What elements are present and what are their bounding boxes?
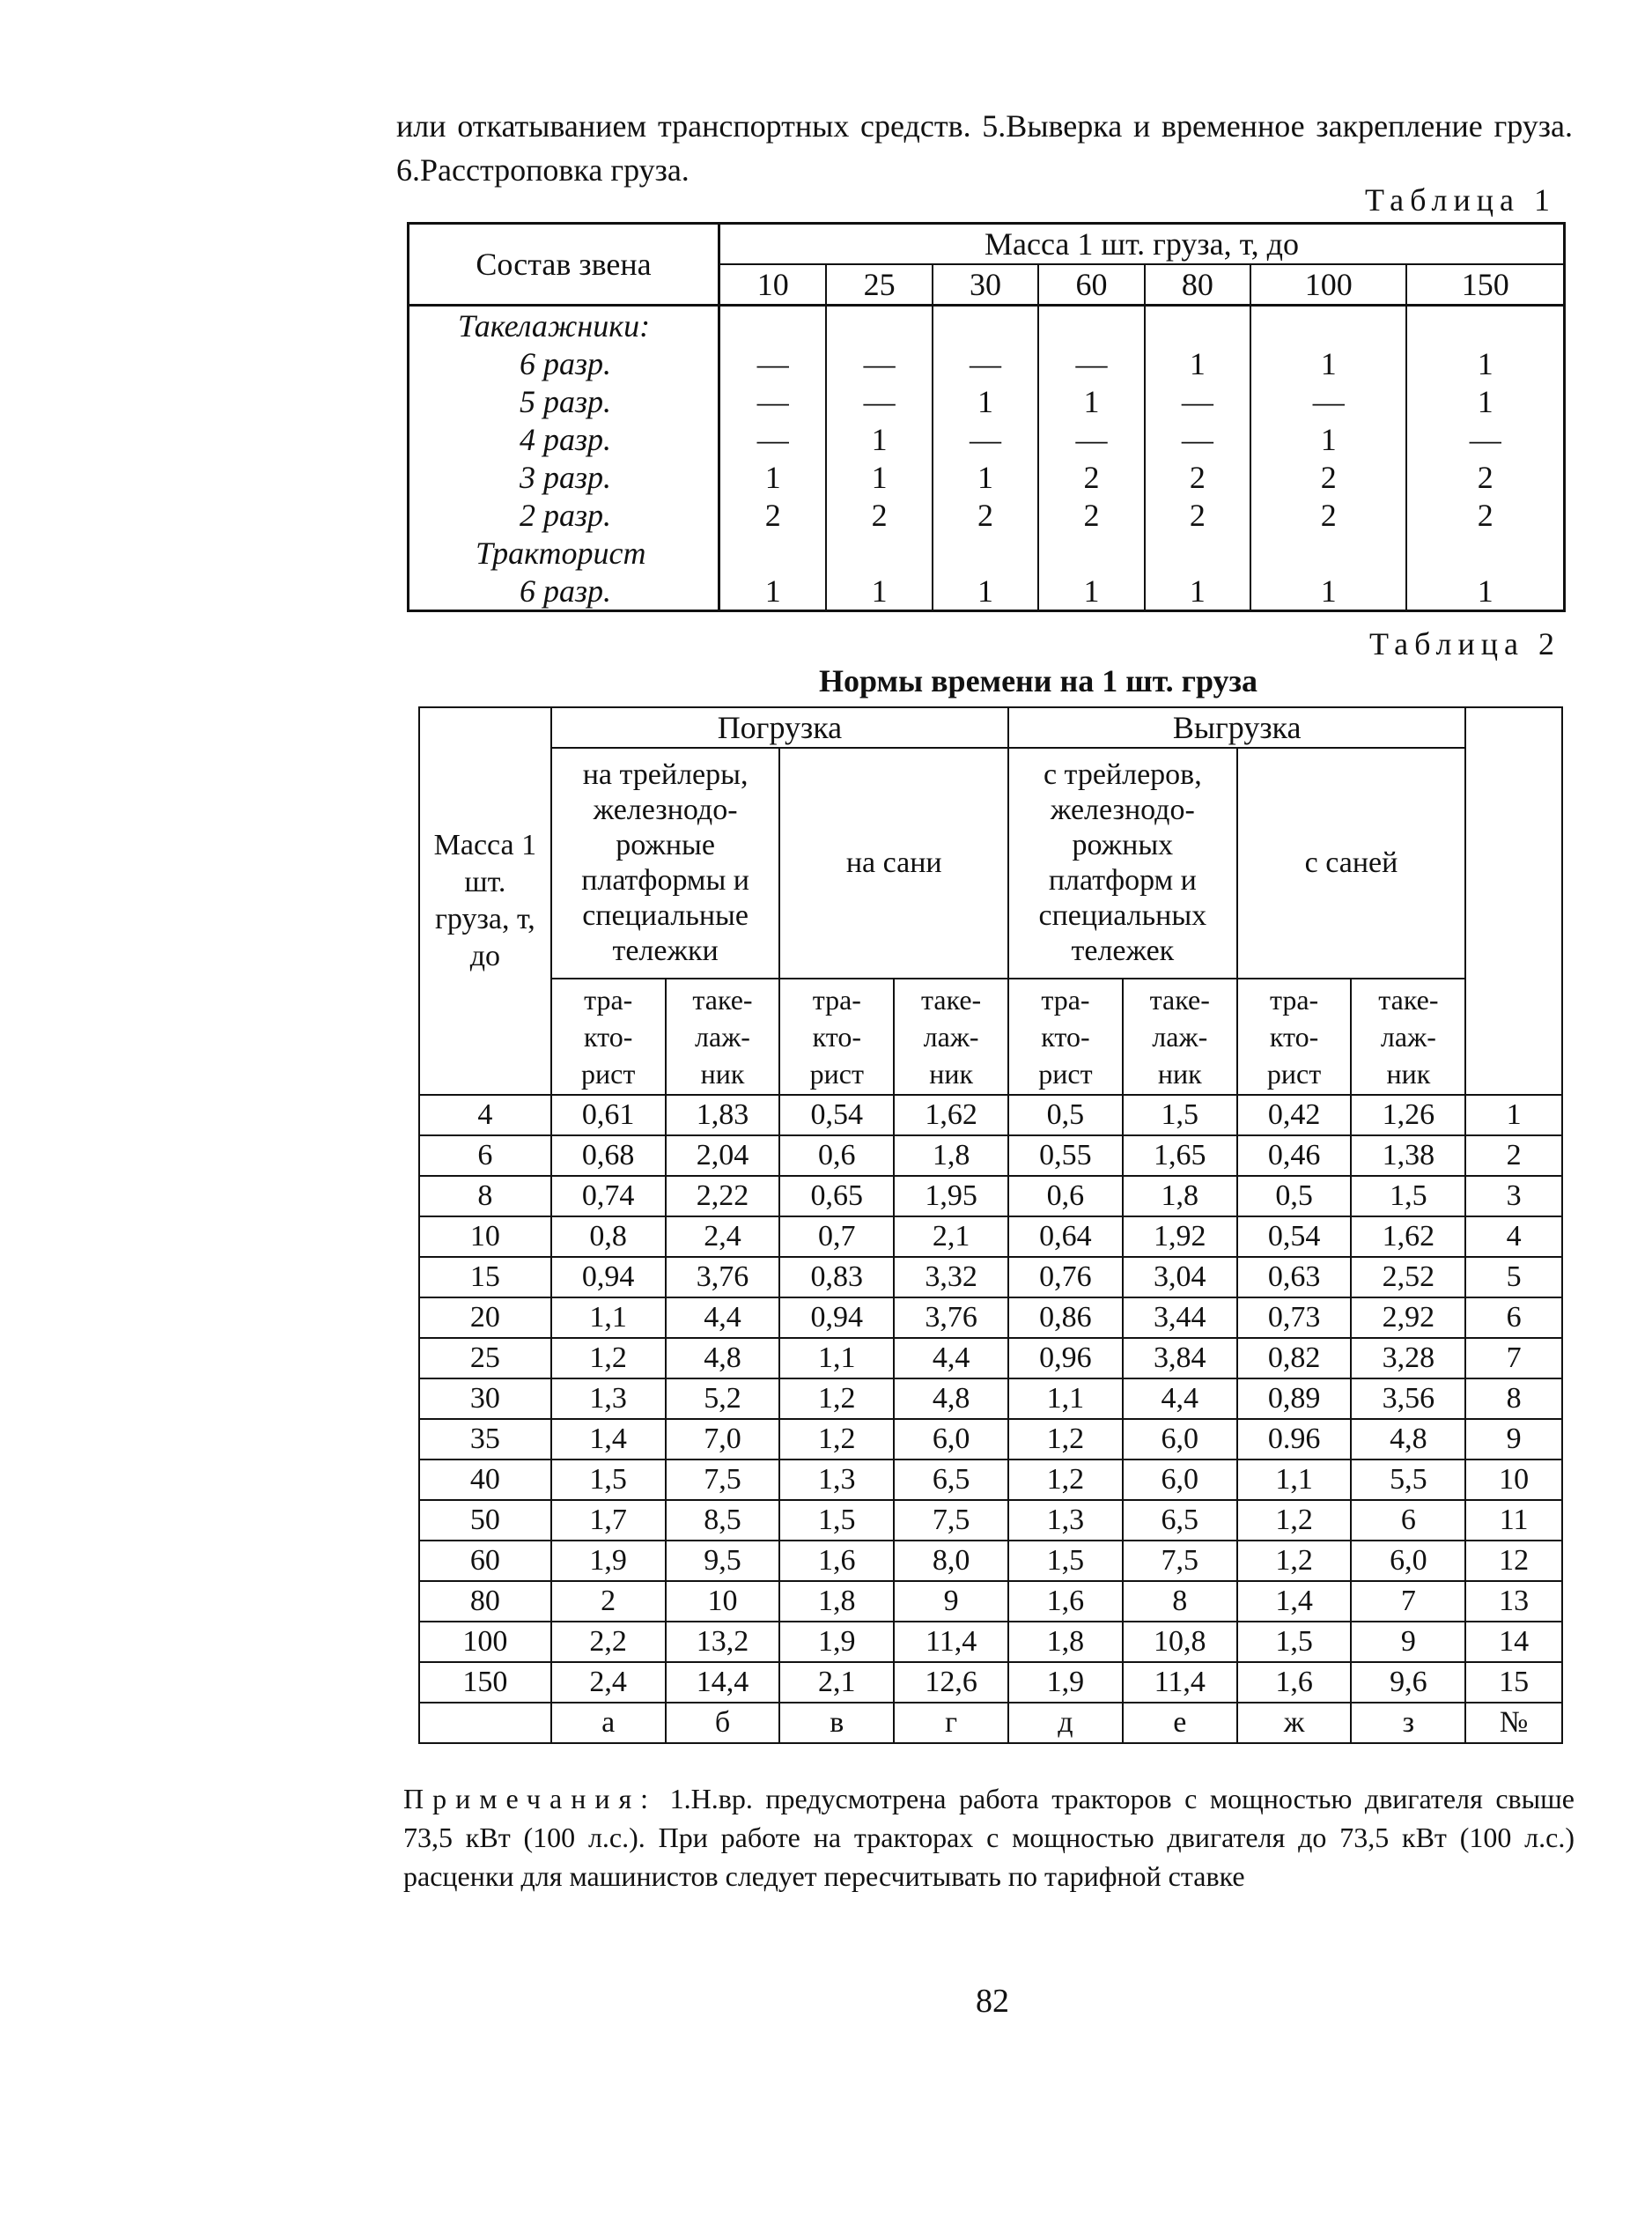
table-cell: 1,4 — [1237, 1581, 1352, 1622]
col-header-blank — [1465, 707, 1562, 1095]
column-letter-cell: в — [779, 1703, 894, 1743]
table-cell: 1,6 — [1008, 1581, 1123, 1622]
table-cell: 0,65 — [779, 1176, 894, 1216]
tractor-driver-header: тра-кто-рист — [1008, 979, 1123, 1095]
row-number-cell: 6 — [1465, 1297, 1562, 1338]
table-cell: 0,68 — [551, 1135, 666, 1176]
row-label: 6 разр. — [409, 344, 719, 382]
mass-cell: 25 — [419, 1338, 551, 1378]
table-cell: 7,5 — [894, 1500, 1008, 1541]
table-cell: 1,1 — [779, 1338, 894, 1378]
table-row — [409, 420, 1565, 458]
table-cell: 1,9 — [551, 1541, 666, 1581]
table-cell: 2,04 — [666, 1135, 780, 1176]
col-header-composition: Состав звена — [409, 224, 719, 306]
table1-caption: Таблица 1 — [1365, 182, 1556, 218]
table-cell: 7 — [1351, 1581, 1465, 1622]
table-cell: 1,2 — [1237, 1541, 1352, 1581]
mass-cell: 40 — [419, 1460, 551, 1500]
table-cell: — — [1250, 382, 1406, 420]
table-row — [419, 1378, 1562, 1419]
table-cell: 2,92 — [1351, 1297, 1465, 1338]
table-cell: 0,76 — [1008, 1257, 1123, 1297]
row-number-cell: 11 — [1465, 1500, 1562, 1541]
tractor-driver-header: тра-кто-рист — [1237, 979, 1352, 1095]
row-number-cell: 12 — [1465, 1541, 1562, 1581]
table-cell — [1145, 306, 1250, 345]
table-cell: — — [933, 420, 1038, 458]
notes-text: 1.Н.вр. предусмотрена работа тракторов с мощностью двигателя свыше 73,5 кВт (100 л.с.). При работе на тракторах с мощностью двигателя до 73,5 кВт (100 л.с.) расценки для машинистов следует пересчитывать по тарифной ставке — [403, 1783, 1575, 1892]
table-cell: 8,5 — [666, 1500, 780, 1541]
table-row — [409, 572, 1565, 611]
table-cell: 3,76 — [666, 1257, 780, 1297]
table-cell — [933, 306, 1038, 345]
table-cell: 1 — [719, 458, 827, 496]
table-cell: 1,5 — [779, 1500, 894, 1541]
col-header-mass: Масса 1 шт. груза, т, до — [419, 707, 551, 1095]
table-cell: 1 — [933, 382, 1038, 420]
table-cell: 2 — [1250, 458, 1406, 496]
table-cell: — — [719, 420, 827, 458]
table-cell: — — [1145, 382, 1250, 420]
table-cell: 0,8 — [551, 1216, 666, 1257]
table-cell: 1,9 — [779, 1622, 894, 1662]
table-cell: 10,8 — [1123, 1622, 1237, 1662]
table-cell: — — [1145, 420, 1250, 458]
table-cell: 0,7 — [779, 1216, 894, 1257]
table-cell: 0,61 — [551, 1095, 666, 1135]
table-cell: 2,1 — [894, 1216, 1008, 1257]
col-header-loading: Погрузка — [551, 707, 1008, 748]
table-cell: 6,5 — [1123, 1500, 1237, 1541]
table-row — [419, 1176, 1562, 1216]
table-cell: 11,4 — [1123, 1662, 1237, 1703]
crew-composition-table — [407, 222, 1566, 612]
table-cell: 0,5 — [1008, 1095, 1123, 1135]
table-cell: 5,2 — [666, 1378, 780, 1419]
row-number-cell: 13 — [1465, 1581, 1562, 1622]
mass-cell: 15 — [419, 1257, 551, 1297]
table-cell: 1,3 — [779, 1460, 894, 1500]
row-label: 5 разр. — [409, 382, 719, 420]
table-cell: 9,6 — [1351, 1662, 1465, 1703]
table-row — [419, 1460, 1562, 1500]
table-cell: 1,62 — [1351, 1216, 1465, 1257]
table-cell: 1,6 — [1237, 1662, 1352, 1703]
table-cell: 2 — [551, 1581, 666, 1622]
table-cell: 10 — [666, 1581, 780, 1622]
table-cell — [719, 534, 827, 572]
table-cell: 1,3 — [551, 1378, 666, 1419]
table-cell: 6,0 — [894, 1419, 1008, 1460]
table-cell: 1,8 — [1008, 1622, 1123, 1662]
column-letter-cell: е — [1123, 1703, 1237, 1743]
table2-title: Нормы времени на 1 шт. груза — [819, 663, 1258, 698]
subheader-from-trailers: с трейлеров, железнодо-рожных платформ и специальных тележек — [1008, 748, 1237, 979]
table-cell: 1 — [1250, 572, 1406, 611]
tractor-driver-header: тра-кто-рист — [779, 979, 894, 1095]
table-cell: 2 — [1406, 496, 1564, 534]
mass-col-header: 30 — [933, 264, 1038, 306]
mass-cell: 4 — [419, 1095, 551, 1135]
table-cell: 1,5 — [1237, 1622, 1352, 1662]
table-cell: 0,94 — [779, 1297, 894, 1338]
table-cell: 0,86 — [1008, 1297, 1123, 1338]
table-cell: 0,6 — [779, 1135, 894, 1176]
table-cell: 0,89 — [1237, 1378, 1352, 1419]
mass-cell: 20 — [419, 1297, 551, 1338]
table-cell: 4,8 — [666, 1338, 780, 1378]
table-cell: 1,2 — [1237, 1500, 1352, 1541]
table-row — [419, 1338, 1562, 1378]
table-row — [419, 1297, 1562, 1338]
table-cell: 1 — [826, 458, 932, 496]
table-cell: 0.96 — [1237, 1419, 1352, 1460]
table-row — [419, 1541, 1562, 1581]
table-row — [409, 382, 1565, 420]
table-cell: 0,82 — [1237, 1338, 1352, 1378]
table-cell: 0,63 — [1237, 1257, 1352, 1297]
row-number-cell: 8 — [1465, 1378, 1562, 1419]
table-cell: 2,1 — [779, 1662, 894, 1703]
table-cell: — — [1038, 420, 1144, 458]
row-number-cell: 1 — [1465, 1095, 1562, 1135]
mass-cell: 60 — [419, 1541, 551, 1581]
mass-cell: 50 — [419, 1500, 551, 1541]
table-cell: 1 — [826, 420, 932, 458]
table-row — [419, 1662, 1562, 1703]
mass-cell: 35 — [419, 1419, 551, 1460]
table-cell: 8 — [1123, 1581, 1237, 1622]
column-letter-cell: з — [1351, 1703, 1465, 1743]
table-cell: — — [826, 344, 932, 382]
table-cell: 0,94 — [551, 1257, 666, 1297]
row-label: 4 разр. — [409, 420, 719, 458]
column-letter-cell: д — [1008, 1703, 1123, 1743]
row-label: 6 разр. — [409, 572, 719, 611]
table-cell: 2 — [826, 496, 932, 534]
col-header-mass: Масса 1 шт. груза, т, до — [719, 224, 1565, 265]
table-row — [409, 534, 1565, 572]
mass-col-header: 100 — [1250, 264, 1406, 306]
table-cell: 1,2 — [1008, 1460, 1123, 1500]
table-cell: 0,55 — [1008, 1135, 1123, 1176]
table-cell: 1 — [933, 572, 1038, 611]
table-row — [409, 344, 1565, 382]
column-letters-row — [419, 1703, 1562, 1743]
table-cell: 2,4 — [666, 1216, 780, 1257]
subheader-from-sledge: с саней — [1237, 748, 1466, 979]
table-cell — [826, 306, 932, 345]
col-header-unloading: Выгрузка — [1008, 707, 1465, 748]
column-letter-cell: г — [894, 1703, 1008, 1743]
row-number-cell: 3 — [1465, 1176, 1562, 1216]
table-cell — [826, 534, 932, 572]
table-cell: 1,26 — [1351, 1095, 1465, 1135]
table-cell — [719, 306, 827, 345]
table2-caption: Таблица 2 — [1369, 626, 1560, 661]
table-cell: 1,8 — [779, 1581, 894, 1622]
table-cell: 1 — [719, 572, 827, 611]
table-cell — [1145, 534, 1250, 572]
table-cell — [1250, 534, 1406, 572]
table-cell: 0,46 — [1237, 1135, 1352, 1176]
table-cell: 7,5 — [666, 1460, 780, 1500]
table-cell: 2,22 — [666, 1176, 780, 1216]
mass-cell: 80 — [419, 1581, 551, 1622]
table-cell — [933, 534, 1038, 572]
table-cell: 1,95 — [894, 1176, 1008, 1216]
table-cell: 6,5 — [894, 1460, 1008, 1500]
table-cell: 1 — [1145, 344, 1250, 382]
mass-cell: 6 — [419, 1135, 551, 1176]
rigger-header: таке-лаж-ник — [666, 979, 780, 1095]
column-letter-cell: а — [551, 1703, 666, 1743]
rigger-header: таке-лаж-ник — [1123, 979, 1237, 1095]
table-cell: 1,2 — [551, 1338, 666, 1378]
table-row — [419, 1095, 1562, 1135]
table-cell: 2,2 — [551, 1622, 666, 1662]
table-cell: 4,4 — [666, 1297, 780, 1338]
table-cell: 6,0 — [1123, 1419, 1237, 1460]
table-cell: 0,42 — [1237, 1095, 1352, 1135]
mass-cell: 10 — [419, 1216, 551, 1257]
table-cell: 4,4 — [894, 1338, 1008, 1378]
row-label: 2 разр. — [409, 496, 719, 534]
table-cell: 1,2 — [779, 1378, 894, 1419]
table-cell: 2 — [1250, 496, 1406, 534]
table-cell: 2 — [1145, 458, 1250, 496]
row-number-cell: 5 — [1465, 1257, 1562, 1297]
subheader-on-sledge: на сани — [779, 748, 1008, 979]
table-cell: 1 — [826, 572, 932, 611]
mass-col-header: 60 — [1038, 264, 1144, 306]
table-cell: 14,4 — [666, 1662, 780, 1703]
row-number-cell: 4 — [1465, 1216, 1562, 1257]
table-cell: 1,1 — [1237, 1460, 1352, 1500]
subheader-on-trailers: на трейлеры, железнодо-рожные платформы и специальные тележки — [551, 748, 780, 979]
column-letter-cell: б — [666, 1703, 780, 1743]
table-cell: 6,0 — [1351, 1541, 1465, 1581]
table-cell: 2 — [1406, 458, 1564, 496]
row-label: Тракторист — [409, 534, 719, 572]
row-number-cell: 2 — [1465, 1135, 1562, 1176]
mass-cell: 150 — [419, 1662, 551, 1703]
table-cell: 1 — [933, 458, 1038, 496]
table-cell: 0,54 — [1237, 1216, 1352, 1257]
table-cell: 1 — [1145, 572, 1250, 611]
table-cell: 8,0 — [894, 1541, 1008, 1581]
table-cell: 4,8 — [1351, 1419, 1465, 1460]
table-cell: 1,4 — [551, 1419, 666, 1460]
table-cell: 9,5 — [666, 1541, 780, 1581]
table-cell: 1,83 — [666, 1095, 780, 1135]
table-cell: 9 — [894, 1581, 1008, 1622]
table-cell: 1,8 — [894, 1135, 1008, 1176]
table-cell: 1,1 — [551, 1297, 666, 1338]
table-cell: — — [1038, 344, 1144, 382]
table-cell — [1038, 306, 1144, 345]
blank-cell — [419, 1703, 551, 1743]
table-cell: 4,8 — [894, 1378, 1008, 1419]
table-cell: 1,62 — [894, 1095, 1008, 1135]
row-label: 3 разр. — [409, 458, 719, 496]
table-cell: 1,8 — [1123, 1176, 1237, 1216]
table-cell: 0,6 — [1008, 1176, 1123, 1216]
table-row — [419, 1419, 1562, 1460]
table-cell: — — [826, 382, 932, 420]
table-cell: 1,5 — [1123, 1095, 1237, 1135]
table-cell: 2 — [1145, 496, 1250, 534]
table-cell: 1,92 — [1123, 1216, 1237, 1257]
table-cell: 1,2 — [1008, 1419, 1123, 1460]
table-cell: 0,64 — [1008, 1216, 1123, 1257]
table-cell: 2,4 — [551, 1662, 666, 1703]
table-cell: 1,65 — [1123, 1135, 1237, 1176]
table-cell: 0,83 — [779, 1257, 894, 1297]
mass-cell: 8 — [419, 1176, 551, 1216]
mass-col-header: 150 — [1406, 264, 1564, 306]
table-cell: 2 — [1038, 458, 1144, 496]
table-cell: 3,44 — [1123, 1297, 1237, 1338]
row-number-cell: 9 — [1465, 1419, 1562, 1460]
mass-col-header: 10 — [719, 264, 827, 306]
table-cell: 1,7 — [551, 1500, 666, 1541]
table-row — [409, 458, 1565, 496]
table-cell: 7,5 — [1123, 1541, 1237, 1581]
table-cell: 1,6 — [779, 1541, 894, 1581]
mass-cell: 30 — [419, 1378, 551, 1419]
table-cell: 13,2 — [666, 1622, 780, 1662]
table-row — [419, 1257, 1562, 1297]
table-cell: 0,73 — [1237, 1297, 1352, 1338]
table-cell: — — [719, 382, 827, 420]
table-row — [419, 1135, 1562, 1176]
table-cell: 1,5 — [1008, 1541, 1123, 1581]
table-cell: 1,9 — [1008, 1662, 1123, 1703]
time-norms-table — [418, 706, 1563, 1744]
table-cell: — — [1406, 420, 1564, 458]
table-cell: 3,04 — [1123, 1257, 1237, 1297]
table-cell: 1,38 — [1351, 1135, 1465, 1176]
table-cell: 0,5 — [1237, 1176, 1352, 1216]
page-number: 82 — [976, 1983, 1009, 2020]
table-cell: 3,84 — [1123, 1338, 1237, 1378]
table-cell: 1,3 — [1008, 1500, 1123, 1541]
table-cell: 6 — [1351, 1500, 1465, 1541]
table-cell: 11,4 — [894, 1622, 1008, 1662]
column-letter-cell: ж — [1237, 1703, 1352, 1743]
mass-col-header: 25 — [826, 264, 932, 306]
table-row — [409, 306, 1565, 345]
table-cell: 1 — [1406, 572, 1564, 611]
intro-paragraph: или откатыванием транспортных средств. 5.Выверка и временное закрепление груза. 6.Расстроповка груза. — [396, 108, 1573, 188]
table-cell: 3,56 — [1351, 1378, 1465, 1419]
table-cell: 0,74 — [551, 1176, 666, 1216]
row-number-cell: 15 — [1465, 1662, 1562, 1703]
table-cell: 1 — [1406, 344, 1564, 382]
table-cell: 2 — [933, 496, 1038, 534]
table-cell: 2,52 — [1351, 1257, 1465, 1297]
table-cell: 7,0 — [666, 1419, 780, 1460]
table-row — [419, 1622, 1562, 1662]
table-cell — [1406, 306, 1564, 345]
notes-paragraph — [403, 1779, 1575, 1896]
table-cell: 1,5 — [1351, 1176, 1465, 1216]
table-cell: 6,0 — [1123, 1460, 1237, 1500]
table-cell — [1406, 534, 1564, 572]
table-cell: 2 — [719, 496, 827, 534]
row-number-cell: 14 — [1465, 1622, 1562, 1662]
row-label: Такелажники: — [409, 306, 719, 345]
table-cell: 4,4 — [1123, 1378, 1237, 1419]
table-cell: 3,76 — [894, 1297, 1008, 1338]
mass-col-header: 80 — [1145, 264, 1250, 306]
table-row — [419, 1216, 1562, 1257]
table-cell — [1250, 306, 1406, 345]
tractor-driver-header: тра-кто-рист — [551, 979, 666, 1095]
table-cell: 1 — [1250, 344, 1406, 382]
row-number-cell: 10 — [1465, 1460, 1562, 1500]
number-sign-cell: № — [1465, 1703, 1562, 1743]
mass-cell: 100 — [419, 1622, 551, 1662]
table-cell: 0,96 — [1008, 1338, 1123, 1378]
table-row — [409, 496, 1565, 534]
table-cell: 0,54 — [779, 1095, 894, 1135]
table-cell: 1,5 — [551, 1460, 666, 1500]
table-cell: 1,2 — [779, 1419, 894, 1460]
table-cell: 9 — [1351, 1622, 1465, 1662]
notes-label: Примечания: — [403, 1783, 658, 1814]
table-cell: 1,1 — [1008, 1378, 1123, 1419]
rigger-header: таке-лаж-ник — [1351, 979, 1465, 1095]
rigger-header: таке-лаж-ник — [894, 979, 1008, 1095]
table-cell: 5,5 — [1351, 1460, 1465, 1500]
table-cell: 1 — [1250, 420, 1406, 458]
table-cell: 3,28 — [1351, 1338, 1465, 1378]
table-cell: 12,6 — [894, 1662, 1008, 1703]
table-cell: — — [933, 344, 1038, 382]
table-cell: 1 — [1038, 572, 1144, 611]
table-row — [419, 1500, 1562, 1541]
table-cell: 1 — [1406, 382, 1564, 420]
table-cell: 2 — [1038, 496, 1144, 534]
table-cell: 1 — [1038, 382, 1144, 420]
table-cell: 3,32 — [894, 1257, 1008, 1297]
row-number-cell: 7 — [1465, 1338, 1562, 1378]
table-cell — [1038, 534, 1144, 572]
table-cell: — — [719, 344, 827, 382]
table-row — [419, 1581, 1562, 1622]
